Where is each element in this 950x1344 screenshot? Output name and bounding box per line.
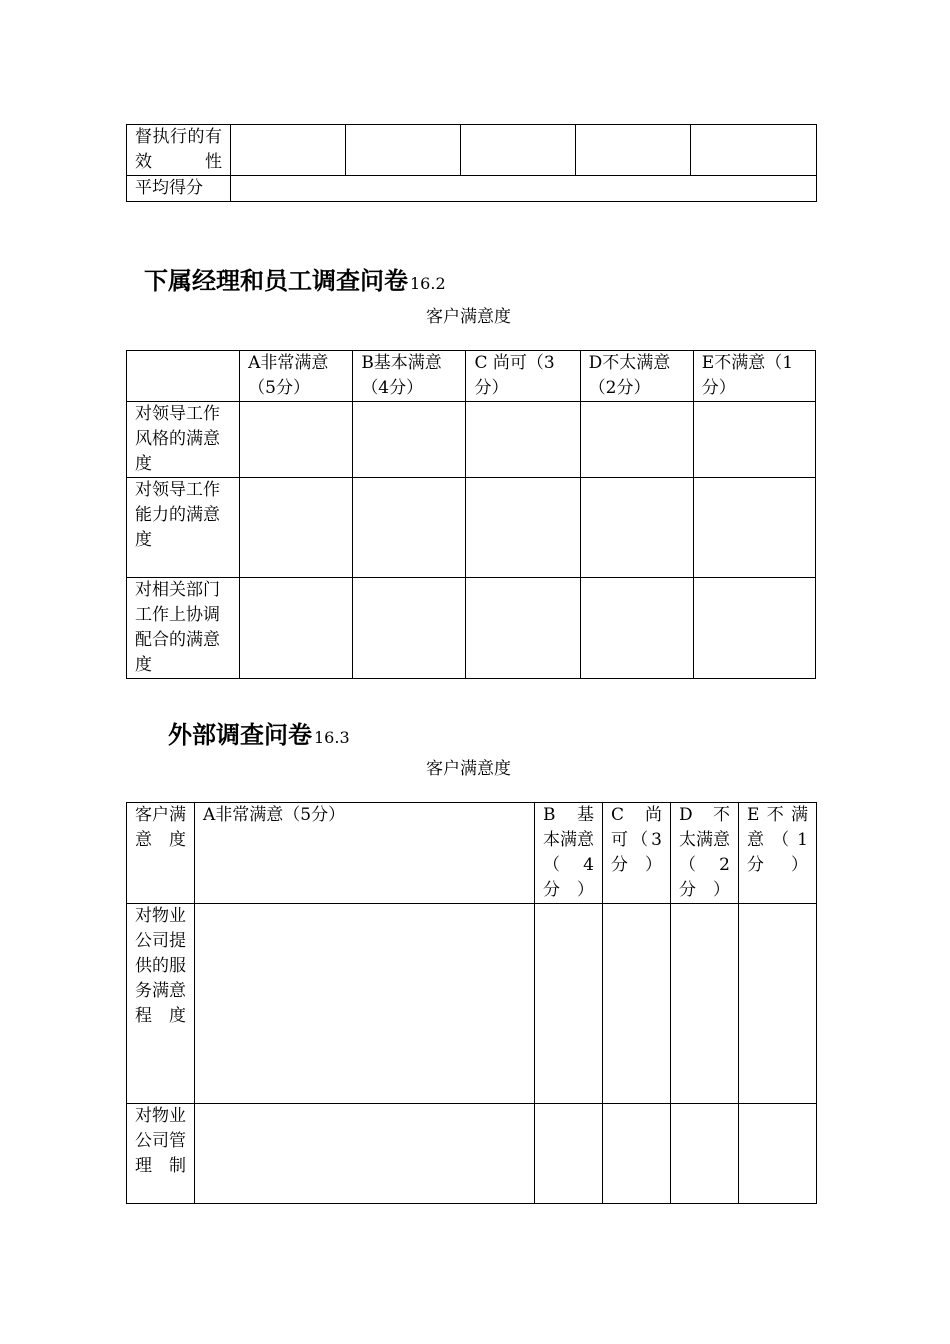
table-cell [240,578,353,679]
row-label: 对领导工作风格的满意度 [127,402,240,478]
table-cell [353,578,466,679]
row-label: 对物业公司管理制 [127,1104,195,1204]
table-cell [739,904,817,1104]
section-title-text: 外部调查问卷 [168,721,312,749]
table-cell [580,578,693,679]
table-cell [576,125,691,176]
row-label: 对相关部门工作上协调配合的满意度 [127,578,240,679]
table-cell [231,176,817,202]
section-code: 16.2 [410,274,446,293]
table-cell [671,1104,739,1204]
table-cell [231,125,346,176]
table-row [127,478,816,578]
table-cell [739,1104,817,1204]
table-2 [126,350,816,679]
section-title [168,715,350,750]
column-header: C 尚可（3分） [603,803,671,904]
column-header: E不满意（1分） [739,803,817,904]
column-header: C 尚可（3分） [466,351,580,402]
section-subtitle: 客户满意度 [426,759,511,779]
column-header: A非常满意（5分） [240,351,353,402]
table-cell [346,125,461,176]
table-row [127,578,816,679]
table-cell [466,478,580,578]
table-header-row [127,351,816,402]
table-cell [353,478,466,578]
table-cell [466,402,580,478]
table-1 [126,124,817,202]
table-cell [691,125,817,176]
row-label-text: 督执行的有效性 [135,127,222,172]
column-header: 客户满意度 [127,803,195,904]
column-header: D不太满意（2分） [580,351,693,402]
table-cell [240,402,353,478]
table-cell [671,904,739,1104]
table-cell [693,402,815,478]
table-cell [461,125,576,176]
section-title [144,261,446,296]
row-label: 对物业公司提供的服务满意程度 [127,904,195,1104]
table-cell [195,1104,535,1204]
table-row [127,176,817,202]
table-cell [580,478,693,578]
section-title-text: 下属经理和员工调查问卷 [144,267,408,295]
table-header-row [127,803,817,904]
column-header: B 基本满意（4分） [535,803,603,904]
section-code: 16.3 [314,728,350,747]
row-label [127,125,231,176]
table-row [127,1104,817,1204]
table-cell [535,1104,603,1204]
table-row [127,402,816,478]
table-cell [693,478,815,578]
table-row [127,125,817,176]
column-header: A非常满意（5分） [195,803,535,904]
table-cell [603,904,671,1104]
table-cell [353,402,466,478]
row-label-text: 平均得分 [135,178,203,198]
section-subtitle: 客户满意度 [426,307,511,327]
table-cell [466,578,580,679]
table-cell [693,578,815,679]
column-header: B基本满意（4分） [353,351,466,402]
row-label: 对领导工作能力的满意度 [127,478,240,578]
column-header: D 不太满意（2分） [671,803,739,904]
table-cell [195,904,535,1104]
row-label [127,176,231,202]
table-cell [580,402,693,478]
table-cell [603,1104,671,1204]
table-cell [535,904,603,1104]
table-row [127,904,817,1104]
column-header [127,351,240,402]
table-3 [126,802,817,1204]
table-cell [240,478,353,578]
column-header: E不满意（1分） [693,351,815,402]
